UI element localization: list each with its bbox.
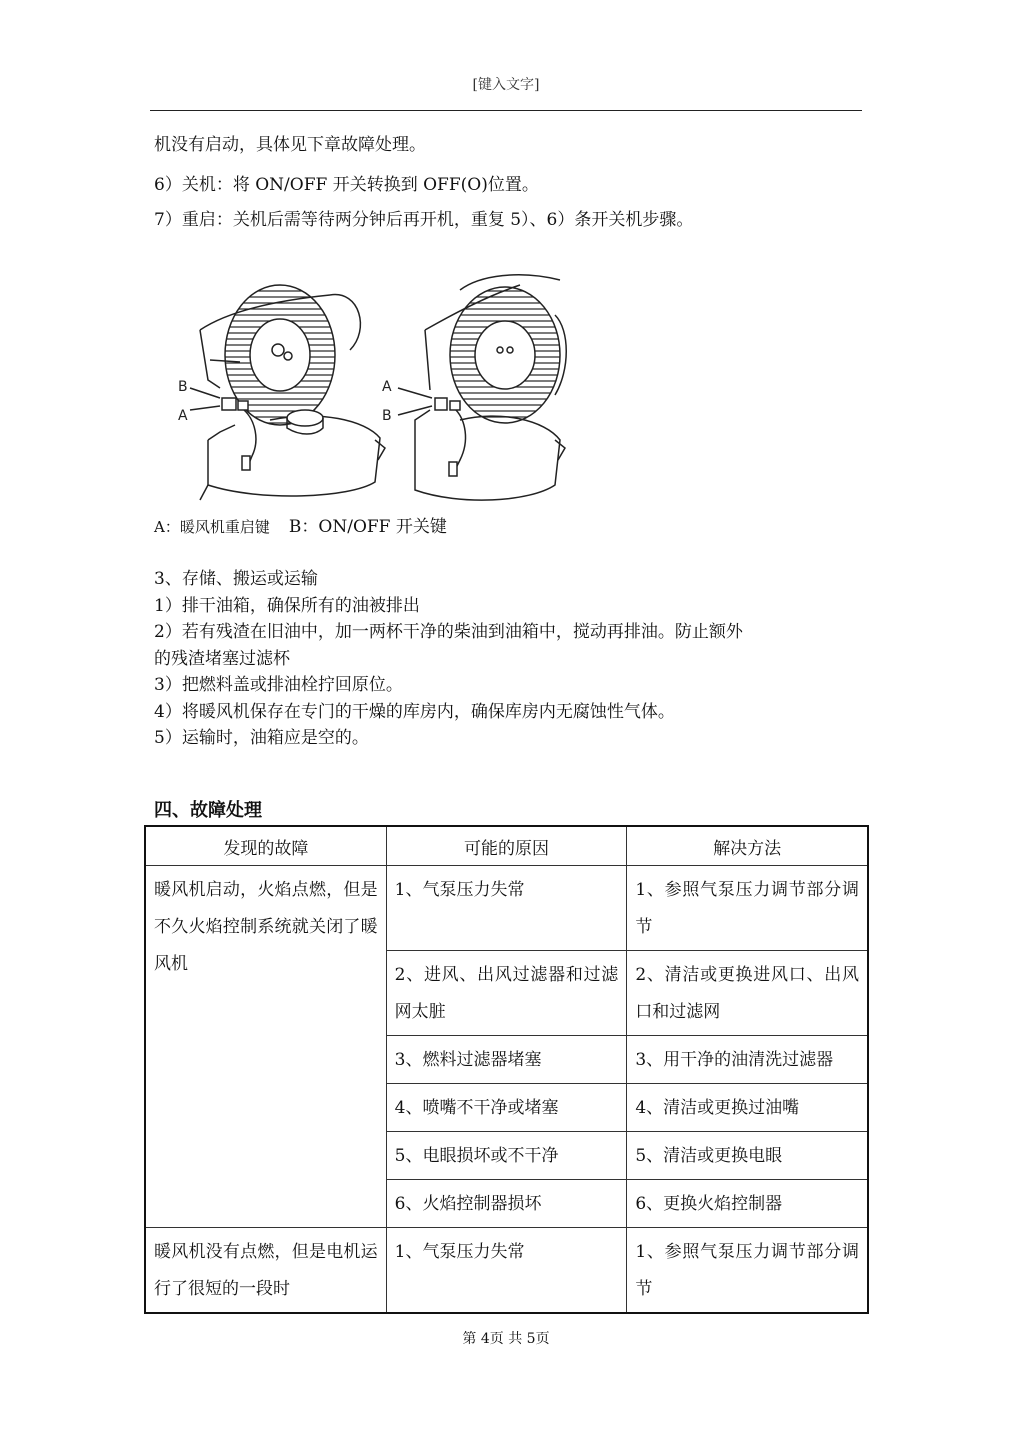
fix-cell: 5、清洁或更换电眼 — [627, 1132, 868, 1180]
cause-cell: 3、燃料过滤器堵塞 — [386, 1036, 627, 1084]
fix-cell: 1、参照气泵压力调节部分调节 — [627, 1228, 868, 1314]
storage-section — [154, 566, 866, 752]
caption-a: A：暖风机重启键 — [154, 518, 270, 536]
fix-cell: 4、清洁或更换过油嘴 — [627, 1084, 868, 1132]
cause-cell: 2、进风、出风过滤器和过滤网太脏 — [386, 951, 627, 1036]
left-label-b: B — [178, 379, 188, 395]
storage-item: 的残渣堵塞过滤杯 — [154, 648, 290, 669]
figure-caption — [154, 512, 447, 537]
storage-item: 2）若有残渣在旧油中，加一两杯干净的柴油到油箱中，搅动再排油。防止额外 — [154, 622, 743, 642]
section-title: 四、故障处理 — [154, 800, 262, 821]
paragraph: 7）重启：关机后需等待两分钟后再开机，重复 5）、6）条开关机步骤。 — [154, 210, 694, 230]
fix-cell: 2、清洁或更换进风口、出风口和过滤网 — [627, 951, 868, 1036]
paragraph: 机没有启动，具体见下章故障处理。 — [154, 135, 426, 155]
fault-cell: 暖风机没有点燃，但是电机运行了很短的一段时 — [145, 1228, 386, 1314]
fault-table — [144, 825, 869, 1314]
table-header-row — [145, 826, 868, 866]
table-row — [145, 866, 868, 951]
fix-cell: 3、用干净的油清洗过滤器 — [627, 1036, 868, 1084]
fix-cell: 1、参照气泵压力调节部分调节 — [627, 866, 868, 951]
cause-cell: 1、气泵压力失常 — [386, 1228, 627, 1314]
heater-switch-figure — [160, 270, 720, 510]
page-header: [键入文字] — [472, 77, 540, 93]
storage-item: 4）将暖风机保存在专门的干燥的库房内，确保库房内无腐蚀性气体。 — [154, 701, 675, 722]
column-header: 解决方法 — [627, 826, 868, 866]
paragraph: 6）关机：将 ON/OFF 开关转换到 OFF(O)位置。 — [154, 175, 539, 195]
right-label-b: B — [382, 408, 392, 424]
header-rule — [150, 110, 862, 111]
right-label-a: A — [382, 379, 392, 395]
column-header: 可能的原因 — [386, 826, 627, 866]
cause-cell: 5、电眼损坏或不干净 — [386, 1132, 627, 1180]
storage-title: 3、存储、搬运或运输 — [154, 569, 318, 589]
cause-cell: 6、火焰控制器损坏 — [386, 1180, 627, 1228]
left-heater-drawing — [190, 285, 385, 500]
storage-item: 5）运输时，油箱应是空的。 — [154, 728, 369, 748]
left-label-a: A — [178, 408, 188, 424]
column-header: 发现的故障 — [145, 826, 386, 866]
caption-b: B：ON/OFF 开关键 — [288, 517, 447, 537]
page-footer: 第 4页 共 5页 — [462, 1331, 550, 1347]
storage-item: 1）排干油箱，确保所有的油被排出 — [154, 595, 420, 616]
fault-cell: 暖风机启动，火焰点燃，但是不久火焰控制系统就关闭了暖风机 — [145, 866, 386, 1228]
fix-cell: 6、更换火焰控制器 — [627, 1180, 868, 1228]
table-row — [145, 1228, 868, 1314]
storage-item: 3）把燃料盖或排油栓拧回原位。 — [154, 675, 403, 695]
cause-cell: 4、喷嘴不干净或堵塞 — [386, 1084, 627, 1132]
cause-cell: 1、气泵压力失常 — [386, 866, 627, 951]
right-heater-drawing — [398, 275, 566, 500]
